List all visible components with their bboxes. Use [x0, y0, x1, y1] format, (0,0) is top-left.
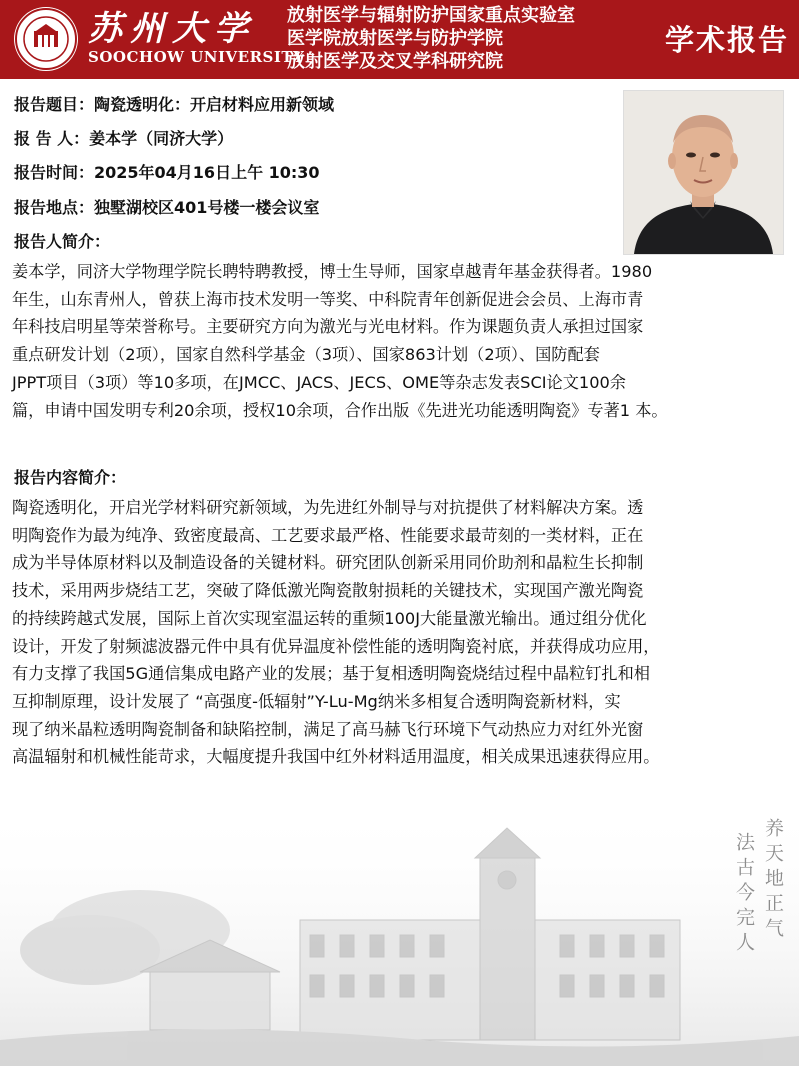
- abstract-paragraph: [12, 494, 790, 771]
- report-time: 报告时间：2025年04月16日上午 10:30: [14, 163, 320, 182]
- university-name-en: SOOCHOW UNIVERSITY: [88, 48, 305, 66]
- bio-line: JPPT项目（3项）等10多项，在JMCC、JACS、JECS、OME等杂志发表SCI论文100余: [12, 372, 626, 392]
- report-speaker: 报 告 人：姜本学（同济大学）: [14, 129, 234, 148]
- bio-line: 篇，申请中国发明专利20余项，授权10余项，合作出版《先进光功能透明陶瓷》专著1 本。: [12, 400, 668, 420]
- header-banner: [0, 0, 799, 79]
- bio-line: 姜本学，同济大学物理学院长聘特聘教授，博士生导师，国家卓越青年基金获得者。1980: [12, 262, 653, 281]
- abstract-line: 现了纳米晶粒透明陶瓷制备和缺陷控制，满足了高马赫飞行环境下气动热应力对红外光窗: [12, 719, 644, 739]
- lab-name-3: 放射医学及交叉学科研究院: [287, 51, 503, 72]
- report-venue: 报告地点：独墅湖校区401号楼一楼会议室: [14, 198, 320, 217]
- bio-line: 年生，山东青州人，曾获上海市技术发明一等奖、中科院青年创新促进会会员、上海市青: [12, 289, 644, 309]
- speaker-photo: [623, 90, 784, 255]
- abstract-line: 的持续跨越式发展，国际上首次实现室温运转的重频100J大能量激光输出。通过组分优化: [12, 608, 647, 628]
- abstract-line: 技术，采用两步烧结工艺，突破了降低激光陶瓷散射损耗的关键技术，实现国产激光陶瓷: [12, 581, 644, 601]
- university-name-cn: 苏州大学: [88, 9, 256, 49]
- abstract-line: 设计，开发了射频滤波器元件中具有优异温度补偿性能的透明陶瓷衬底，并获得成功应用，: [12, 636, 660, 656]
- lab-name-1: 放射医学与辐射防护国家重点实验室: [287, 5, 575, 26]
- abstract-line: 高温辐射和机械性能苛求，大幅度提升我国中红外材料适用温度，相关成果迅速获得应用。: [12, 747, 660, 767]
- university-seal-icon: [14, 7, 78, 71]
- calligraphy-col-1: 法古今完人: [733, 832, 755, 957]
- lab-name-2: 医学院放射医学与防护学院: [287, 28, 503, 49]
- abstract-line: 陶瓷透明化，开启光学材料研究新领域，为先进红外制导与对抗提供了材料解决方案。透: [12, 498, 644, 517]
- abstract-heading: 报告内容简介：: [14, 468, 127, 487]
- abstract-line: 有力支撑了我国5G通信集成电路产业的发展；基于复相透明陶瓷烧结过程中晶粒钉扎和相: [12, 664, 650, 684]
- header-badge: 学术报告: [664, 23, 789, 57]
- report-title: 报告题目：陶瓷透明化：开启材料应用新领域: [14, 95, 335, 114]
- bio-line: 年科技启明星等荣誉称号。主要研究方向为激光与光电材料。作为课题负责人承担过国家: [12, 317, 644, 337]
- abstract-line: 明陶瓷作为最为纯净、致密度最高、工艺要求最严格、性能要求最苛刻的一类材料，正在: [12, 525, 644, 545]
- calligraphy-col-2: 养天地正气: [762, 818, 784, 943]
- bio-paragraph: [12, 258, 790, 424]
- abstract-line: 成为半导体原材料以及制造设备的关键材料。研究团队创新采用同价助剂和晶粒生长抑制: [12, 553, 644, 573]
- abstract-line: 互抑制原理，设计发展了 “高强度-低辐射”Y-Lu-Mg纳米多相复合透明陶瓷新材料，实: [12, 691, 621, 711]
- campus-ink-painting: [0, 800, 799, 1066]
- lab-names: [287, 4, 575, 73]
- bio-line: 重点研发计划（2项），国家自然科学基金（3项）、国家863计划（2项）、国防配套: [12, 345, 600, 365]
- bio-heading: 报告人简介：: [14, 232, 111, 251]
